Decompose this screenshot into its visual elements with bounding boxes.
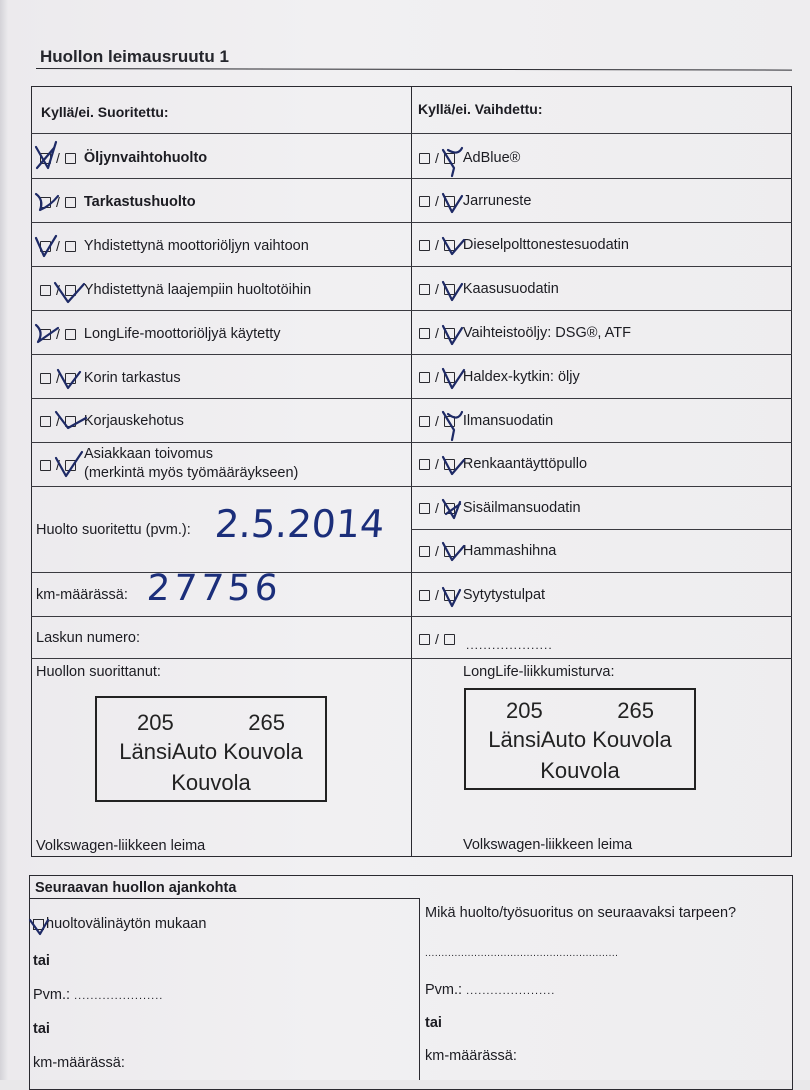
no-checkbox[interactable] [444, 240, 455, 251]
item-label: AdBlue® [462, 150, 521, 166]
item-label: Ilmansuodatin [462, 413, 554, 429]
longlife-label: LongLife-liikkumisturva: [463, 664, 615, 680]
no-checkbox[interactable] [65, 373, 76, 384]
item-label: Vaihteistoöljy: DSG®, ATF [462, 325, 631, 341]
next-or-1: tai [33, 953, 50, 969]
next-km-label: km-määrässä: [33, 1055, 125, 1071]
next-question: Mikä huolto/työsuoritus on seuraavaksi tarpeen? [425, 905, 737, 921]
item-label: Sisäilmansuodatin [462, 500, 581, 516]
no-checkbox[interactable] [444, 459, 455, 470]
no-checkbox[interactable] [65, 416, 76, 427]
no-checkbox[interactable] [65, 460, 76, 471]
item-label: Jarruneste [462, 193, 532, 209]
stamp-number-2: 265 [248, 710, 285, 735]
left-column-header: Kyllä/ei. Suoritettu: [41, 104, 169, 120]
item-label: Haldex-kytkin: öljy [462, 369, 580, 385]
next-or-2: tai [33, 1021, 50, 1037]
item-label: Korin tarkastus [83, 370, 181, 386]
yes-checkbox[interactable] [40, 416, 51, 427]
next-right-date-row[interactable] [425, 982, 555, 998]
item-label: Öljynvaihtohuolto [83, 150, 208, 166]
column-divider [411, 86, 412, 857]
item-label: Sytytystulpat [462, 587, 546, 603]
performer-label: Huollon suorittanut: [36, 664, 161, 680]
no-checkbox[interactable] [65, 285, 76, 296]
no-checkbox[interactable] [444, 416, 455, 427]
item-label: Tarkastushuolto [83, 194, 196, 210]
yes-checkbox[interactable] [40, 197, 51, 208]
row-divider [31, 398, 792, 399]
right-item-haldex[interactable]: / Haldex-kytkin: öljy [417, 369, 580, 385]
next-service-header: Seuraavan huollon ajankohta [35, 880, 237, 896]
yes-checkbox[interactable] [40, 241, 51, 252]
row-divider [31, 442, 792, 443]
item-label: Renkaantäyttöpullo [462, 456, 588, 472]
stamp-city: Kouvola [540, 758, 620, 783]
item-label: Dieselpolttonestesuodatin [462, 237, 629, 253]
item-label: LongLife-moottoriöljyä käytetty [83, 326, 281, 342]
no-checkbox[interactable] [65, 197, 76, 208]
row-divider [31, 222, 792, 223]
left-item-oljynvaihto[interactable]: / Öljynvaihtohuolto [38, 150, 207, 166]
next-column-divider [419, 898, 420, 1080]
blank-item-dots: .................... [466, 638, 553, 652]
yes-checkbox[interactable] [419, 546, 430, 557]
next-right-date-dots: ...................... [466, 985, 556, 997]
wish-label-line1: Asiakkaan toivomus [84, 446, 213, 462]
stamp-number-2: 265 [617, 698, 654, 723]
yes-checkbox[interactable] [40, 373, 51, 384]
right-column-header: Kyllä/ei. Vaihdettu: [418, 101, 543, 117]
item-label: Hammashihna [462, 543, 557, 559]
dealer-stamp-right [464, 688, 696, 790]
service-date-label: Huolto suoritettu (pvm.): [36, 522, 191, 538]
right-item-hammashihna[interactable]: / Hammashihna [417, 543, 556, 559]
right-item-vaihteistooljy[interactable]: / Vaihteistoöljy: DSG®, ATF [417, 325, 631, 341]
next-right-km-label: km-määrässä: [425, 1048, 517, 1064]
yes-checkbox[interactable] [40, 153, 51, 164]
no-checkbox[interactable] [65, 241, 76, 252]
km-value[interactable]: 27756 [145, 568, 283, 609]
dealer-stamp-left [95, 696, 327, 802]
left-item-moottorioljy[interactable]: / Yhdistettynä moottoriöljyn vaihtoon [38, 238, 309, 254]
yes-checkbox[interactable] [419, 459, 430, 470]
left-item-laajempi[interactable]: / Yhdistettynä laajempiin huoltotöihin [38, 282, 311, 298]
right-item-sytytystulpat[interactable]: / Sytytystulpat [417, 587, 545, 603]
no-checkbox[interactable] [444, 590, 455, 601]
left-item-longlife[interactable]: / LongLife-moottoriöljyä käytetty [38, 326, 281, 342]
no-checkbox[interactable] [444, 284, 455, 295]
yes-checkbox[interactable] [40, 285, 51, 296]
stamp-number-1: 205 [506, 698, 543, 723]
left-item-tarkastus[interactable]: / Tarkastushuolto [38, 194, 196, 210]
yes-checkbox[interactable] [419, 328, 430, 339]
right-item-adblue[interactable]: / AdBlue® [417, 150, 520, 166]
no-checkbox[interactable] [65, 329, 76, 340]
yes-checkbox[interactable] [40, 460, 51, 471]
row-divider [31, 133, 411, 134]
next-date-row[interactable] [33, 987, 163, 1003]
yes-checkbox[interactable] [419, 196, 430, 207]
yes-checkbox[interactable] [419, 634, 430, 645]
wish-label-line2: (merkintä myös työmääräykseen) [84, 465, 299, 481]
right-item-blank[interactable]: / [417, 631, 457, 647]
left-item-korin-tarkastus[interactable]: / Korin tarkastus [38, 370, 181, 386]
right-item-renkaantayttopullo[interactable]: / Renkaantäyttöpullo [417, 456, 587, 472]
km-label: km-määrässä: [36, 587, 128, 603]
yes-checkbox[interactable] [419, 590, 430, 601]
left-item-korjauskehotus[interactable]: / Korjauskehotus [38, 413, 184, 429]
yes-checkbox[interactable] [419, 416, 430, 427]
yes-checkbox[interactable] [419, 503, 430, 514]
yes-checkbox[interactable] [419, 240, 430, 251]
yes-checkbox[interactable] [419, 153, 430, 164]
item-label: Korjauskehotus [83, 413, 184, 429]
yes-checkbox[interactable] [40, 329, 51, 340]
no-checkbox[interactable] [444, 196, 455, 207]
no-checkbox[interactable] [65, 153, 76, 164]
row-divider [31, 486, 792, 487]
item-label: Yhdistettynä moottoriöljyn vaihtoon [83, 238, 309, 254]
service-date-value[interactable]: 2.5.2014 [213, 502, 386, 546]
no-checkbox[interactable] [444, 546, 455, 557]
next-question-dots[interactable]: ........................................................... [425, 948, 619, 959]
no-checkbox[interactable] [444, 153, 455, 164]
no-checkbox[interactable] [444, 503, 455, 514]
no-checkbox[interactable] [444, 328, 455, 339]
row-divider [31, 572, 792, 573]
page-title: Huollon leimausruutu 1 [40, 47, 229, 66]
row-divider [411, 529, 792, 530]
row-divider [31, 310, 792, 311]
row-divider [31, 616, 792, 617]
next-interval-option[interactable] [33, 916, 206, 932]
next-right-date-label: Pvm.: [425, 982, 463, 998]
stamp-dealer-name: LänsiAuto Kouvola [488, 727, 672, 752]
next-header-divider [29, 898, 419, 899]
yes-checkbox[interactable] [419, 372, 430, 383]
vw-stamp-label-left: Volkswagen-liikkeen leima [36, 838, 206, 854]
yes-checkbox[interactable] [419, 284, 430, 295]
row-divider [31, 178, 792, 179]
item-label: Yhdistettynä laajempiin huoltotöihin [83, 282, 312, 298]
page-edge-shadow [0, 0, 8, 1080]
stamp-dealer-name: LänsiAuto Kouvola [119, 739, 303, 764]
title-underline [36, 68, 792, 71]
right-item-ilmansuodatin[interactable]: / Ilmansuodatin [417, 413, 553, 429]
item-label: Kaasusuodatin [462, 281, 559, 297]
right-item-sisailmansuodatin[interactable]: / Sisäilmansuodatin [417, 500, 581, 516]
next-date-dots: ...................... [74, 990, 164, 1002]
interval-checkbox[interactable] [33, 919, 44, 930]
stamp-city: Kouvola [171, 770, 251, 795]
no-checkbox[interactable] [444, 634, 455, 645]
row-divider [31, 354, 792, 355]
vw-stamp-label-right: Volkswagen-liikkeen leima [463, 837, 633, 853]
right-item-dieselsuodatin[interactable]: / Dieselpolttonestesuodatin [417, 237, 629, 253]
row-divider [31, 266, 792, 267]
right-item-kaasusuodatin[interactable]: / Kaasusuodatin [417, 281, 559, 297]
next-right-or: tai [425, 1015, 442, 1031]
left-item-asiakkaan-toivomus[interactable]: / [38, 457, 78, 473]
right-item-jarruneste[interactable]: / Jarruneste [417, 193, 531, 209]
next-date-label: Pvm.: [33, 987, 71, 1003]
row-divider [31, 658, 792, 659]
interval-label: huoltovälinäytön mukaan [46, 916, 207, 932]
row-divider [411, 133, 792, 134]
invoice-label: Laskun numero: [36, 630, 140, 646]
stamp-number-1: 205 [137, 710, 174, 735]
no-checkbox[interactable] [444, 372, 455, 383]
